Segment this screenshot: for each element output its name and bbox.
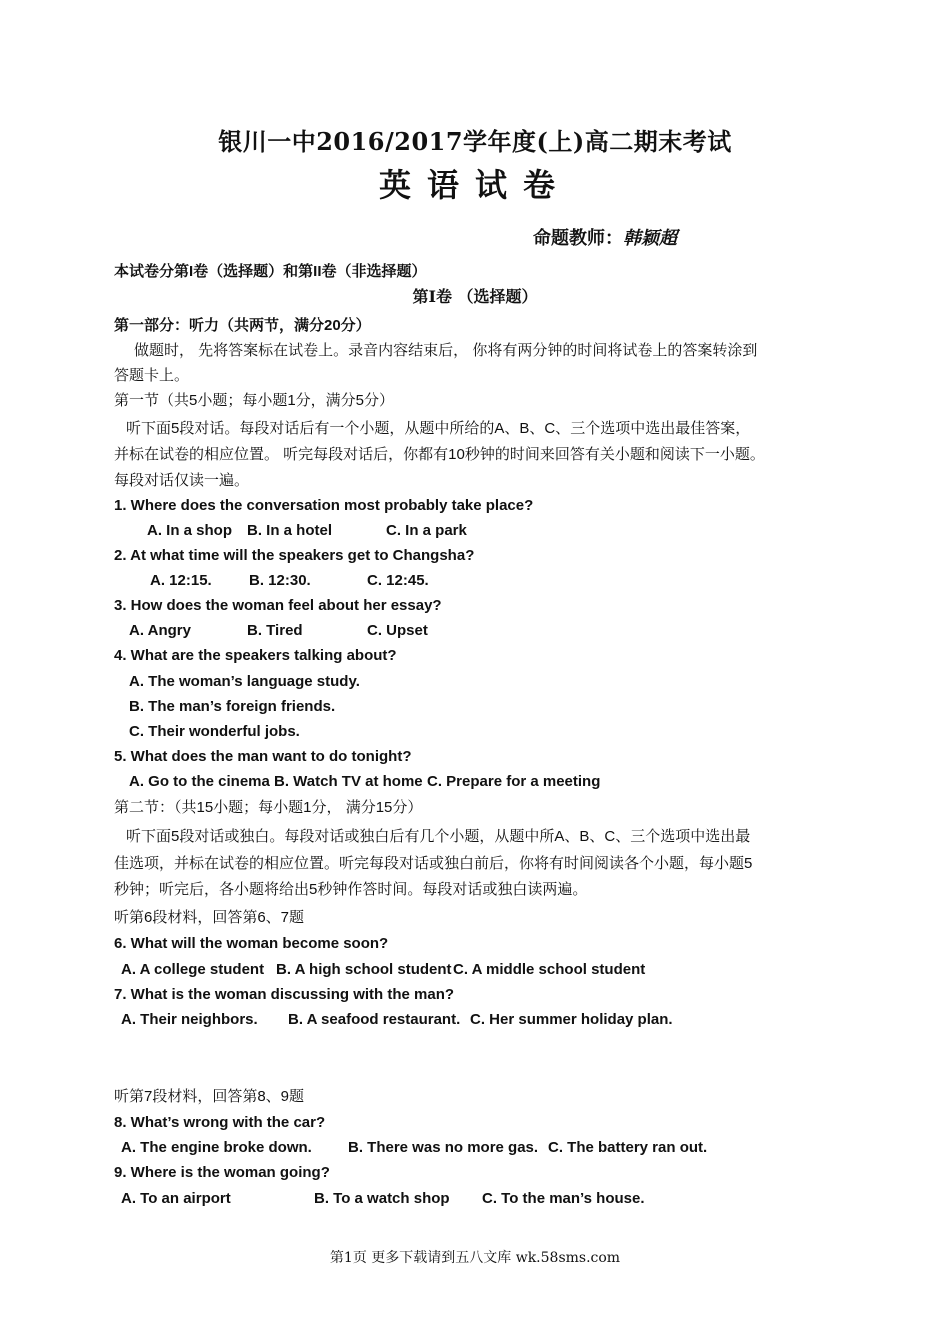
q3-option-c: C. Upset — [367, 622, 428, 639]
q6-option-c: C. A middle school student — [453, 961, 646, 978]
author-name: 韩颖超 — [623, 228, 677, 249]
q5-option-c: C. Prepare for a meeting — [427, 773, 601, 790]
instruction-line-1: 做题时， 先将答案标在试卷上。录音内容结束后， 你将有两分钟的时间将试卷上的答案转涂到 — [134, 342, 758, 359]
question-3: 3. How does the woman feel about her essay? — [114, 597, 442, 614]
section2-heading: 第二节：（共15小题；每小题1分， 满分15分） — [114, 799, 423, 816]
q7-option-a: A. Their neighbors. — [121, 1011, 258, 1028]
q3-option-a: A. Angry — [129, 622, 191, 639]
material-6-heading: 听第6段材料，回答第6、7题 — [114, 909, 305, 926]
page-footer: 第1页 更多下载请到五八文库 wk.58sms.com — [329, 1250, 621, 1266]
question-1: 1. Where does the conversation most probably take place? — [114, 497, 534, 514]
instruction-line-2: 答题卡上。 — [114, 367, 190, 384]
section1-instruction-3: 每段对话仅读一遍。 — [114, 472, 250, 489]
section1-heading: 第一节（共5小题；每小题1分，满分5分） — [114, 392, 395, 409]
q6-option-a: A. A college student — [121, 961, 265, 978]
q4-option-a: A. The woman’s language study. — [129, 673, 360, 690]
q1-option-c: C. In a park — [386, 522, 467, 539]
q5-option-a: A. Go to the cinema — [129, 773, 270, 790]
q8-option-a: A. The engine broke down. — [121, 1139, 312, 1156]
q2-option-b: B. 12:30. — [249, 572, 311, 589]
part1-heading: 第一部分：听力（共两节，满分20分） — [114, 317, 371, 334]
q3-option-b: B. Tired — [247, 622, 303, 639]
q9-option-b: B. To a watch shop — [314, 1190, 450, 1207]
q7-option-b: B. A seafood restaurant. — [288, 1011, 461, 1028]
section1-instruction-2: 并标在试卷的相应位置。 听完每段对话后，你都有10秒钟的时间来回答有关小题和阅读下一小题。 — [114, 446, 765, 463]
question-6: 6. What will the woman become soon? — [114, 935, 389, 952]
section1-instruction-1: 听下面5段对话。每段对话后有一个小题，从题中所给的A、B、C、三个选项中选出最佳答案， — [126, 420, 751, 437]
question-4: 4. What are the speakers talking about? — [114, 647, 397, 664]
question-2: 2. At what time will the speakers get to Changsha? — [114, 547, 475, 564]
question-7: 7. What is the woman discussing with the man? — [114, 986, 455, 1003]
q9-option-c: C. To the man’s house. — [482, 1190, 645, 1207]
structure-note: 本试卷分第I卷（选择题）和第II卷（非选择题） — [114, 263, 427, 280]
q8-option-c: C. The battery ran out. — [548, 1139, 708, 1156]
q8-option-b: B. There was no more gas. — [348, 1139, 539, 1156]
section2-instruction-1: 听下面5段对话或独白。每段对话或独白后有几个小题，从题中所A、B、C、三个选项中选出最 — [126, 828, 751, 845]
material-7-heading: 听第7段材料，回答第8、9题 — [114, 1088, 305, 1105]
author-label: 命题教师： — [533, 228, 623, 248]
exam-title: 银川一中2016/2017学年度(上)高二期末考试 — [218, 127, 732, 156]
question-9: 9. Where is the woman going? — [114, 1164, 330, 1181]
question-8: 8. What’s wrong with the car? — [114, 1114, 326, 1131]
author-line — [533, 224, 677, 250]
q9-option-a: A. To an airport — [121, 1190, 231, 1207]
q4-option-c: C. Their wonderful jobs. — [129, 723, 300, 740]
question-5: 5. What does the man want to do tonight? — [114, 748, 412, 765]
q1-option-a: A. In a shop — [147, 522, 233, 539]
volume-heading: 第I卷 （选择题） — [412, 287, 538, 306]
q7-option-c: C. Her summer holiday plan. — [470, 1011, 673, 1028]
exam-subtitle: 英语试卷 — [378, 166, 571, 204]
section2-instruction-3: 秒钟；听完后，各小题将给出5秒钟作答时间。每段对话或独白读两遍。 — [114, 881, 588, 898]
q6-option-b: B. A high school student — [276, 961, 452, 978]
q2-option-a: A. 12:15. — [150, 572, 212, 589]
q1-option-b: B. In a hotel — [247, 522, 333, 539]
q2-option-c: C. 12:45. — [367, 572, 429, 589]
q4-option-b: B. The man’s foreign friends. — [129, 698, 336, 715]
q5-option-b: B. Watch TV at home — [274, 773, 423, 790]
section2-instruction-2: 佳选项，并标在试卷的相应位置。听完每段对话或独白前后，你将有时间阅读各个小题，每小题5 — [114, 855, 753, 872]
